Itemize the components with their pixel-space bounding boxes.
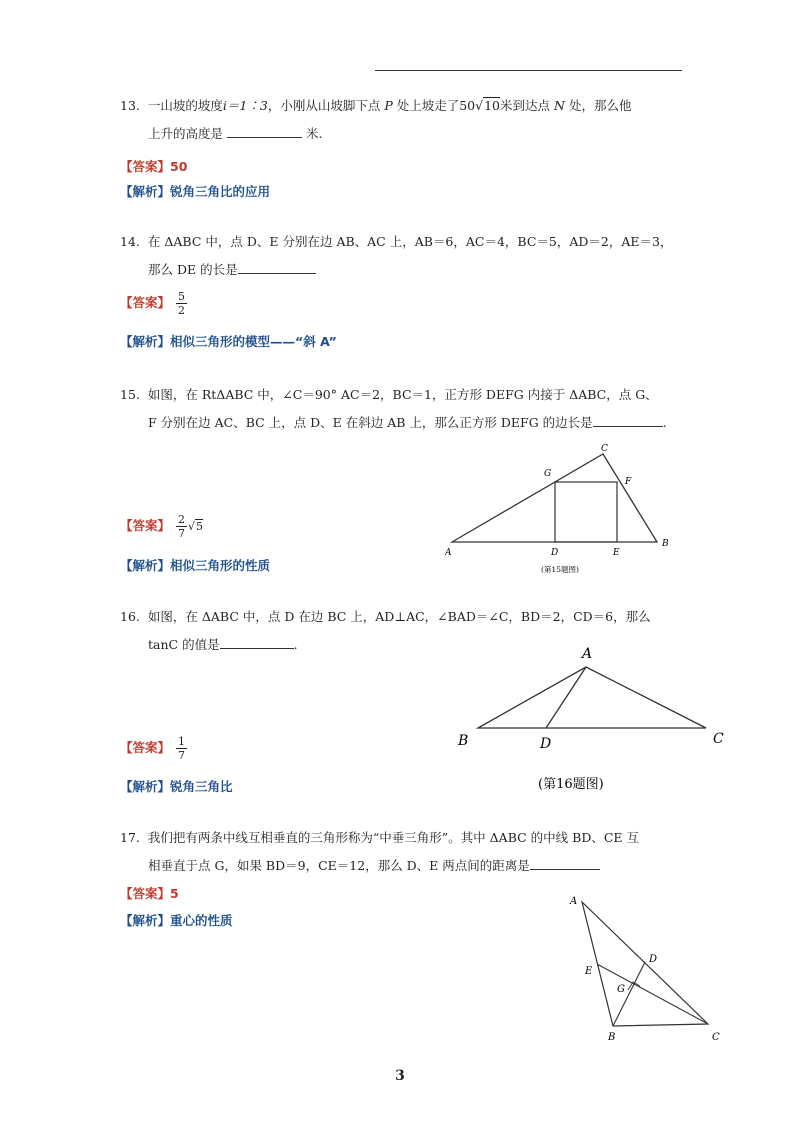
- square-DEFG: [555, 482, 617, 542]
- label-G: G: [544, 469, 552, 479]
- figure-17: [560, 888, 730, 1046]
- text: 我们把有两条中线互相垂直的三角形称为“中垂三角形”。其中 ΔABC 的中线 BD、CE 互: [147, 830, 639, 845]
- text: 一山坡的坡度: [147, 98, 223, 113]
- question-13-line-1: [120, 92, 685, 120]
- label-B: B: [608, 1032, 616, 1043]
- analysis-14: [120, 332, 337, 350]
- median-CE: [597, 964, 708, 1024]
- label-C: C: [712, 1032, 720, 1043]
- analysis-17: [120, 911, 233, 929]
- question-16-line-1: [120, 603, 685, 631]
- label-D: D: [540, 736, 552, 752]
- answer-blank[interactable]: [238, 272, 316, 274]
- analysis-text: 相似三角形的模型——“斜 A”: [170, 334, 337, 349]
- answer-13: [120, 157, 187, 175]
- text: 如图，在 RtΔABC 中，∠C＝90° AC＝2，BC＝1，正方形 DEFG 内接于 ΔABC，点 G、: [147, 387, 658, 402]
- label-A: A: [570, 896, 578, 907]
- text: 上升的高度是: [148, 126, 224, 141]
- answer-blank[interactable]: [593, 425, 663, 427]
- answer-value: 5: [170, 886, 179, 901]
- answer-15: [120, 513, 203, 540]
- sqrt-symbol: √: [188, 520, 196, 533]
- question-14-line-2: [120, 256, 685, 284]
- answer-17: [120, 884, 179, 902]
- analysis-tag: 【解析】: [120, 779, 171, 794]
- question-number: 14.: [120, 234, 140, 249]
- text: 米到达点: [500, 98, 551, 113]
- answer-tag: 【答案】: [120, 295, 171, 310]
- fraction-denominator: 2: [178, 304, 186, 317]
- answer-tag: 【答案】: [120, 740, 171, 755]
- question-number: 17.: [120, 830, 140, 845]
- analysis-tag: 【解析】: [120, 558, 171, 573]
- answer-blank[interactable]: [530, 868, 600, 870]
- text: 相垂直于点 G，如果 BD＝9，CE＝12，那么 D、E 两点间的距离是: [148, 858, 530, 873]
- answer-tag: 【答案】: [120, 159, 171, 174]
- question-number: 16.: [120, 609, 140, 624]
- question-13-line-2: [120, 120, 685, 148]
- analysis-15: [120, 556, 270, 574]
- distance-coef: 50: [459, 98, 476, 113]
- label-E: E: [613, 548, 620, 558]
- sqrt-symbol: √: [475, 98, 484, 113]
- label-G: G: [617, 984, 625, 995]
- answer-tag: 【答案】: [120, 886, 171, 901]
- fraction-numerator: 1: [178, 735, 186, 748]
- triangle-ABC: [582, 902, 708, 1026]
- fraction-denominator: 7: [178, 749, 186, 762]
- question-number: 13.: [120, 98, 140, 113]
- text: F 分别在边 AC、BC 上，点 D、E 在斜边 AB 上，那么正方形 DEFG 的边长是: [148, 415, 593, 430]
- fraction-numerator: 2: [178, 513, 186, 526]
- text: 在 ΔABC 中，点 D、E 分别在边 AB、AC 上，AB＝6，AC＝4，BC＝5，AD＝2，AE＝3，: [147, 234, 673, 249]
- label-A: A: [445, 548, 452, 558]
- analysis-text: 相似三角形的性质: [170, 558, 271, 573]
- label-B: B: [662, 539, 669, 549]
- question-16-line-2: tanC 的值是 .: [148, 637, 298, 652]
- slope-ratio: i＝1∶3: [222, 98, 268, 113]
- question-14: [120, 228, 685, 284]
- figure-15: [445, 442, 680, 577]
- analysis-text: 锐角三角比的应用: [170, 184, 271, 199]
- figure-caption: (第16题图): [538, 777, 604, 792]
- text: 处上坡走了: [396, 98, 460, 113]
- answer-fraction: [176, 290, 187, 317]
- question-17-line-1: [120, 824, 685, 852]
- figure-16: [450, 640, 735, 800]
- text: 处，那么他: [568, 98, 632, 113]
- label-D: D: [649, 954, 658, 965]
- text: 如图，在 ΔABC 中，点 D 在边 BC 上，AD⊥AC，∠BAD＝∠C，BD＝2，CD＝6，那么: [147, 609, 651, 624]
- fraction-numerator: 5: [178, 290, 186, 303]
- answer-radicand: 5: [196, 520, 204, 533]
- question-15-line-1: [120, 381, 685, 409]
- analysis-text: 重心的性质: [170, 913, 233, 928]
- analysis-text: 锐角三角比: [170, 779, 233, 794]
- label-B: B: [458, 733, 469, 749]
- segment-AD: [546, 667, 586, 728]
- answer-value: 50: [170, 159, 188, 174]
- text: tanC 的值是: [148, 637, 220, 652]
- question-17-line-2: [120, 852, 685, 880]
- text: 米.: [305, 126, 323, 141]
- triangle-ABC: [478, 667, 706, 728]
- label-C: C: [713, 731, 724, 747]
- label-D: D: [551, 548, 559, 558]
- analysis-tag: 【解析】: [120, 913, 171, 928]
- analysis-tag: 【解析】: [120, 334, 171, 349]
- label-E: E: [585, 966, 593, 977]
- label-A: A: [582, 646, 593, 662]
- analysis-13: [120, 182, 270, 200]
- distance-radicand: 10: [484, 98, 501, 113]
- answer-tag: 【答案】: [120, 518, 171, 533]
- point-P: P: [384, 98, 393, 113]
- analysis-tag: 【解析】: [120, 184, 171, 199]
- question-15: [120, 381, 685, 437]
- text: 那么 DE 的长是: [148, 262, 238, 277]
- text: ，小刚从山坡脚下点: [267, 98, 381, 113]
- answer-16: [120, 735, 187, 762]
- answer-blank[interactable]: [227, 136, 302, 138]
- question-13: [120, 92, 685, 148]
- figure-caption: (第15题图): [541, 565, 579, 574]
- point-N: N: [554, 98, 565, 113]
- analysis-16: [120, 777, 233, 795]
- question-17: [120, 824, 685, 880]
- header-rule: [375, 70, 682, 71]
- answer-fraction: [176, 735, 187, 762]
- question-number: 15.: [120, 387, 140, 402]
- question-14-line-1: [120, 228, 685, 256]
- label-F: F: [625, 477, 632, 487]
- fraction-denominator: 7: [178, 527, 186, 540]
- question-15-line-2: F 分别在边 AC、BC 上，点 D、E 在斜边 AB 上，那么正方形 DEFG 的边长是 .: [148, 415, 667, 430]
- answer-blank[interactable]: [220, 647, 294, 649]
- label-C: C: [601, 444, 608, 454]
- page-number: 3: [395, 1068, 405, 1084]
- answer-fraction: [176, 513, 187, 540]
- answer-14: [120, 290, 187, 317]
